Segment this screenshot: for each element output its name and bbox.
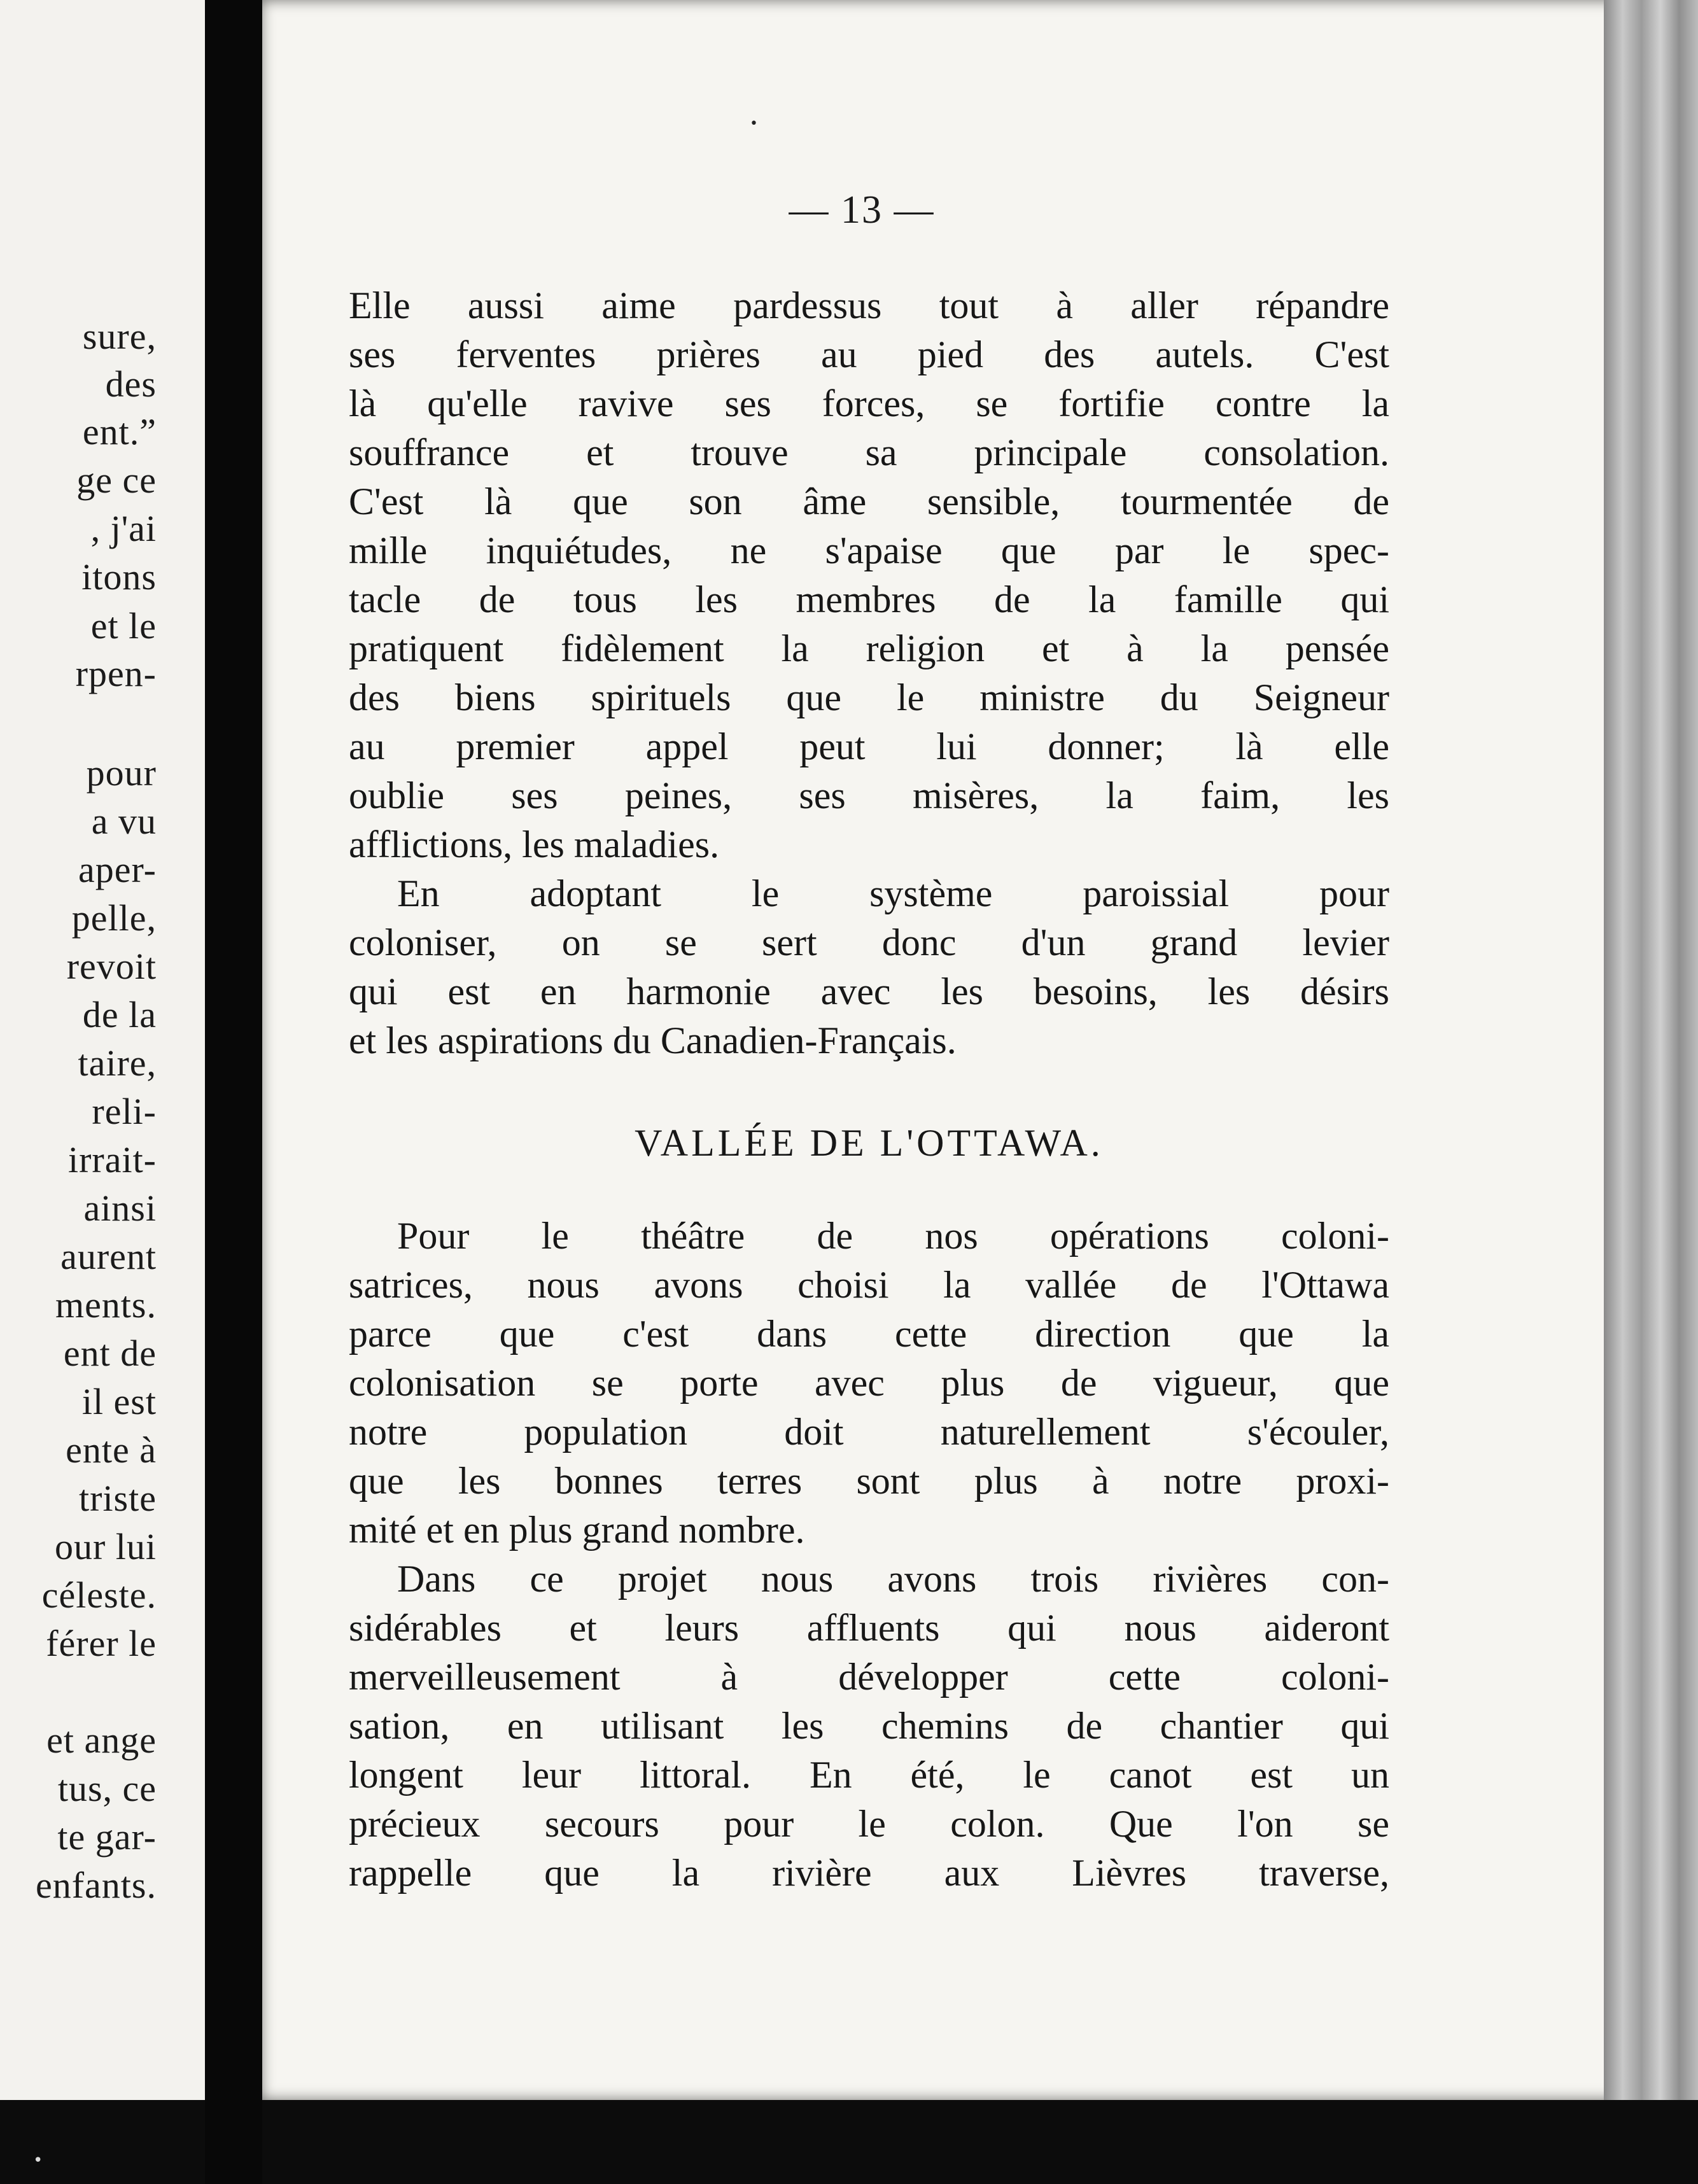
- left-page-line: our lui: [54, 1526, 157, 1567]
- left-page-line: , j'ai: [90, 508, 157, 549]
- text-line: afflictions, les maladies.: [349, 823, 720, 865]
- text-line: ses ferventes prières au pied des autels. C'est: [349, 333, 1389, 375]
- left-page: [0, 0, 205, 2100]
- left-page-line: taire,: [78, 1042, 157, 1084]
- left-page-line: ent de: [63, 1333, 157, 1374]
- left-page-line: reli-: [92, 1091, 157, 1132]
- left-page-line: triste: [79, 1478, 157, 1519]
- text-line: merveilleusement à développer cette coloni-: [349, 1656, 1389, 1698]
- text-line: que les bonnes terres sont plus à notre proxi-: [349, 1460, 1389, 1502]
- text-line: Elle aussi aime pardessus tout à aller répandre: [349, 284, 1389, 326]
- speck-mark: •: [750, 116, 758, 132]
- text-line: mité et en plus grand nombre.: [349, 1509, 805, 1551]
- left-page-line: ente à: [66, 1429, 157, 1471]
- left-page-line: pelle,: [71, 897, 157, 939]
- left-page-line: irrait-: [67, 1139, 157, 1180]
- page-number: — 13 —: [789, 188, 935, 232]
- text-line: précieux secours pour le colon. Que l'on se: [349, 1803, 1389, 1845]
- text-line: notre population doit naturellement s'écouler,: [349, 1411, 1389, 1453]
- text-line: oublie ses peines, ses misères, la faim, les: [349, 774, 1389, 816]
- text-line: Pour le théâtre de nos opérations coloni-: [397, 1215, 1389, 1257]
- text-line: qui est en harmonie avec les besoins, les désirs: [349, 970, 1389, 1012]
- left-page-line: pour: [86, 752, 157, 794]
- text-line: sidérables et leurs affluents qui nous aideront: [349, 1607, 1389, 1649]
- text-line: souffrance et trouve sa principale consolation.: [349, 431, 1389, 473]
- left-page-line: ent.”: [82, 411, 157, 452]
- text-line: pratiquent fidèlement la religion et à la pensée: [349, 627, 1389, 669]
- text-line: En adoptant le système paroissial pour: [397, 872, 1389, 914]
- page-edge: [1604, 0, 1698, 2100]
- left-page-line: des: [105, 363, 157, 405]
- left-page-line: et ange: [46, 1719, 157, 1761]
- left-page-line: te gar-: [57, 1816, 157, 1858]
- binding-gutter: [205, 0, 262, 2184]
- left-page-line: ments.: [55, 1284, 157, 1326]
- left-page-line: revoit: [66, 946, 157, 987]
- text-line: mille inquiétudes, ne s'apaise que par le spec-: [349, 529, 1389, 571]
- left-page-line: ge ce: [76, 459, 157, 501]
- left-page-line: enfants.: [36, 1865, 157, 1906]
- text-line: satrices, nous avons choisi la vallée de l'Ottawa: [349, 1264, 1389, 1306]
- left-page-line: il est: [81, 1381, 157, 1422]
- left-page-line: ainsi: [83, 1187, 157, 1229]
- left-page-line: a vu: [91, 801, 157, 842]
- text-line: tacle de tous les membres de la famille qui: [349, 578, 1389, 620]
- text-line: C'est là que son âme sensible, tourmentée de: [349, 480, 1389, 522]
- text-line: coloniser, on se sert donc d'un grand levier: [349, 921, 1389, 963]
- left-page-line: sure,: [82, 316, 157, 357]
- left-page-line: aper-: [78, 849, 157, 890]
- text-line: et les aspirations du Canadien-Français.: [349, 1019, 957, 1061]
- left-page-line: itons: [81, 556, 157, 598]
- text-line: colonisation se porte avec plus de vigueur, que: [349, 1362, 1389, 1404]
- left-page-line: tus, ce: [57, 1768, 157, 1809]
- text-line: sation, en utilisant les chemins de chantier qui: [349, 1705, 1389, 1747]
- text-line: Dans ce projet nous avons trois rivières con-: [397, 1558, 1389, 1600]
- text-line: longent leur littoral. En été, le canot est un: [349, 1754, 1389, 1796]
- left-page-line: et le: [90, 605, 157, 647]
- left-page-line: férer le: [46, 1623, 157, 1664]
- text-line: au premier appel peut lui donner; là elle: [349, 725, 1389, 767]
- left-page-line: de la: [82, 994, 157, 1035]
- text-line: rappelle que la rivière aux Lièvres traverse,: [349, 1852, 1389, 1894]
- corner-mark: •: [33, 2151, 43, 2170]
- left-page-line: aurent: [60, 1236, 157, 1277]
- left-page-line: rpen-: [75, 653, 157, 694]
- text-line: parce que c'est dans cette direction que la: [349, 1313, 1389, 1355]
- section-heading: VALLÉE DE L'OTTAWA.: [635, 1122, 1104, 1164]
- text-line: des biens spirituels que le ministre du Seigneur: [349, 676, 1389, 718]
- left-page-line: céleste.: [41, 1574, 157, 1616]
- text-line: là qu'elle ravive ses forces, se fortifie contre la: [349, 382, 1389, 424]
